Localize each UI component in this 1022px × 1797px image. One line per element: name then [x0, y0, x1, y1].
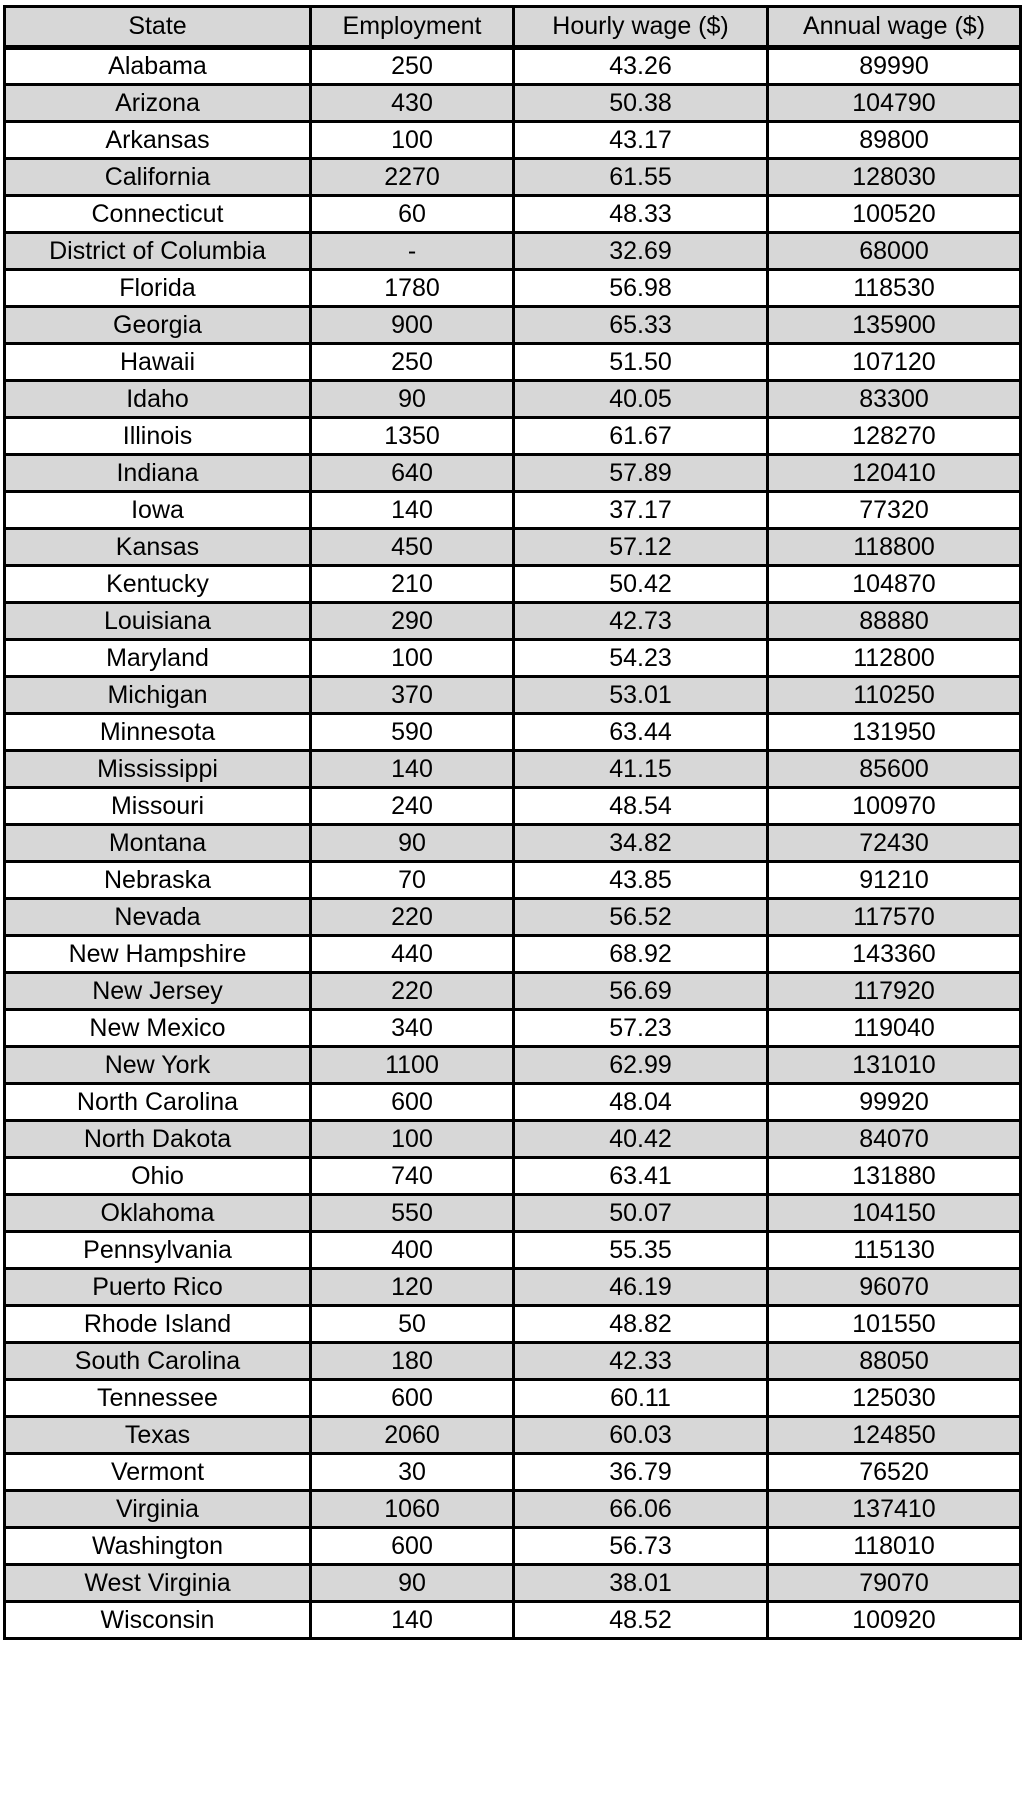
employment-cell: 250 — [311, 48, 514, 85]
employment-cell: 1060 — [311, 1491, 514, 1528]
employment-cell: 50 — [311, 1306, 514, 1343]
hourly-wage-cell: 41.15 — [514, 751, 768, 788]
column-header-hourly-wage: Hourly wage ($) — [514, 7, 768, 48]
state-cell: District of Columbia — [5, 233, 311, 270]
employment-cell: 240 — [311, 788, 514, 825]
column-header-annual-wage: Annual wage ($) — [768, 7, 1021, 48]
hourly-wage-cell: 36.79 — [514, 1454, 768, 1491]
employment-cell: 590 — [311, 714, 514, 751]
employment-cell: 1780 — [311, 270, 514, 307]
hourly-wage-cell: 48.52 — [514, 1602, 768, 1639]
state-cell: Nebraska — [5, 862, 311, 899]
annual-wage-cell: 119040 — [768, 1010, 1021, 1047]
table-row — [5, 1454, 1021, 1491]
table-row — [5, 677, 1021, 714]
annual-wage-cell: 135900 — [768, 307, 1021, 344]
table-row — [5, 825, 1021, 862]
state-cell: New Jersey — [5, 973, 311, 1010]
hourly-wage-cell: 56.69 — [514, 973, 768, 1010]
table-row — [5, 344, 1021, 381]
state-cell: Kentucky — [5, 566, 311, 603]
table-body — [5, 48, 1021, 1639]
annual-wage-cell: 101550 — [768, 1306, 1021, 1343]
employment-cell: 220 — [311, 899, 514, 936]
hourly-wage-cell: 57.12 — [514, 529, 768, 566]
hourly-wage-cell: 56.98 — [514, 270, 768, 307]
hourly-wage-cell: 42.73 — [514, 603, 768, 640]
table-row — [5, 1306, 1021, 1343]
employment-cell: 120 — [311, 1269, 514, 1306]
employment-cell: 70 — [311, 862, 514, 899]
state-cell: Minnesota — [5, 714, 311, 751]
annual-wage-cell: 100920 — [768, 1602, 1021, 1639]
employment-cell: 90 — [311, 1565, 514, 1602]
employment-cell: 2060 — [311, 1417, 514, 1454]
employment-cell: 140 — [311, 492, 514, 529]
employment-cell: 740 — [311, 1158, 514, 1195]
table-row — [5, 159, 1021, 196]
annual-wage-cell: 85600 — [768, 751, 1021, 788]
employment-cell: 640 — [311, 455, 514, 492]
table-row — [5, 1232, 1021, 1269]
table-row — [5, 1195, 1021, 1232]
state-cell: South Carolina — [5, 1343, 311, 1380]
employment-cell: 100 — [311, 122, 514, 159]
state-cell: Idaho — [5, 381, 311, 418]
table-row — [5, 1121, 1021, 1158]
table-row — [5, 1565, 1021, 1602]
hourly-wage-cell: 68.92 — [514, 936, 768, 973]
hourly-wage-cell: 66.06 — [514, 1491, 768, 1528]
annual-wage-cell: 89990 — [768, 48, 1021, 85]
annual-wage-cell: 104790 — [768, 85, 1021, 122]
hourly-wage-cell: 32.69 — [514, 233, 768, 270]
state-cell: Oklahoma — [5, 1195, 311, 1232]
annual-wage-cell: 99920 — [768, 1084, 1021, 1121]
table-row — [5, 381, 1021, 418]
hourly-wage-cell: 40.42 — [514, 1121, 768, 1158]
annual-wage-cell: 76520 — [768, 1454, 1021, 1491]
annual-wage-cell: 120410 — [768, 455, 1021, 492]
hourly-wage-cell: 63.44 — [514, 714, 768, 751]
state-cell: Missouri — [5, 788, 311, 825]
state-cell: Alabama — [5, 48, 311, 85]
annual-wage-cell: 77320 — [768, 492, 1021, 529]
state-cell: Rhode Island — [5, 1306, 311, 1343]
hourly-wage-cell: 43.26 — [514, 48, 768, 85]
annual-wage-cell: 79070 — [768, 1565, 1021, 1602]
hourly-wage-cell: 60.11 — [514, 1380, 768, 1417]
annual-wage-cell: 131950 — [768, 714, 1021, 751]
table-row — [5, 1417, 1021, 1454]
employment-cell: 30 — [311, 1454, 514, 1491]
table-row — [5, 48, 1021, 85]
annual-wage-cell: 131880 — [768, 1158, 1021, 1195]
employment-cell: 1350 — [311, 418, 514, 455]
table-row — [5, 862, 1021, 899]
employment-cell: 180 — [311, 1343, 514, 1380]
table-row — [5, 233, 1021, 270]
state-cell: Virginia — [5, 1491, 311, 1528]
state-cell: West Virginia — [5, 1565, 311, 1602]
state-cell: Vermont — [5, 1454, 311, 1491]
state-cell: California — [5, 159, 311, 196]
table-row — [5, 1010, 1021, 1047]
employment-cell: 140 — [311, 751, 514, 788]
table-row — [5, 455, 1021, 492]
table-row — [5, 270, 1021, 307]
table-row — [5, 85, 1021, 122]
hourly-wage-cell: 61.55 — [514, 159, 768, 196]
employment-cell: 600 — [311, 1380, 514, 1417]
state-cell: New Mexico — [5, 1010, 311, 1047]
state-cell: Hawaii — [5, 344, 311, 381]
state-cell: New Hampshire — [5, 936, 311, 973]
annual-wage-cell: 137410 — [768, 1491, 1021, 1528]
table-row — [5, 196, 1021, 233]
annual-wage-cell: 118010 — [768, 1528, 1021, 1565]
table-row — [5, 1343, 1021, 1380]
state-cell: Louisiana — [5, 603, 311, 640]
column-header-employment: Employment — [311, 7, 514, 48]
employment-cell: 450 — [311, 529, 514, 566]
table-header — [5, 7, 1021, 48]
state-cell: Ohio — [5, 1158, 311, 1195]
table-row — [5, 1602, 1021, 1639]
wage-table — [3, 5, 1022, 1640]
table-row — [5, 1047, 1021, 1084]
employment-cell: 90 — [311, 825, 514, 862]
annual-wage-cell: 88880 — [768, 603, 1021, 640]
hourly-wage-cell: 48.82 — [514, 1306, 768, 1343]
annual-wage-cell: 83300 — [768, 381, 1021, 418]
annual-wage-cell: 84070 — [768, 1121, 1021, 1158]
column-header-state: State — [5, 7, 311, 48]
table-row — [5, 973, 1021, 1010]
state-cell: Illinois — [5, 418, 311, 455]
hourly-wage-cell: 34.82 — [514, 825, 768, 862]
employment-cell: 290 — [311, 603, 514, 640]
annual-wage-cell: 117920 — [768, 973, 1021, 1010]
hourly-wage-cell: 51.50 — [514, 344, 768, 381]
annual-wage-cell: 68000 — [768, 233, 1021, 270]
hourly-wage-cell: 65.33 — [514, 307, 768, 344]
hourly-wage-cell: 57.89 — [514, 455, 768, 492]
state-cell: Indiana — [5, 455, 311, 492]
annual-wage-cell: 124850 — [768, 1417, 1021, 1454]
hourly-wage-cell: 43.85 — [514, 862, 768, 899]
hourly-wage-cell: 48.54 — [514, 788, 768, 825]
table-row — [5, 529, 1021, 566]
state-cell: Iowa — [5, 492, 311, 529]
hourly-wage-cell: 40.05 — [514, 381, 768, 418]
table-row — [5, 122, 1021, 159]
hourly-wage-cell: 61.67 — [514, 418, 768, 455]
annual-wage-cell: 104870 — [768, 566, 1021, 603]
annual-wage-cell: 91210 — [768, 862, 1021, 899]
hourly-wage-cell: 53.01 — [514, 677, 768, 714]
hourly-wage-cell: 54.23 — [514, 640, 768, 677]
employment-cell: 600 — [311, 1528, 514, 1565]
table-row — [5, 1491, 1021, 1528]
header-row — [5, 7, 1021, 48]
annual-wage-cell: 72430 — [768, 825, 1021, 862]
annual-wage-cell: 118530 — [768, 270, 1021, 307]
table-row — [5, 1269, 1021, 1306]
hourly-wage-cell: 42.33 — [514, 1343, 768, 1380]
annual-wage-cell: 128030 — [768, 159, 1021, 196]
employment-cell: 1100 — [311, 1047, 514, 1084]
table-row — [5, 1528, 1021, 1565]
employment-cell: 60 — [311, 196, 514, 233]
employment-cell: - — [311, 233, 514, 270]
employment-cell: 440 — [311, 936, 514, 973]
state-cell: North Carolina — [5, 1084, 311, 1121]
hourly-wage-cell: 55.35 — [514, 1232, 768, 1269]
hourly-wage-cell: 48.04 — [514, 1084, 768, 1121]
table-row — [5, 751, 1021, 788]
employment-cell: 370 — [311, 677, 514, 714]
hourly-wage-cell: 38.01 — [514, 1565, 768, 1602]
annual-wage-cell: 89800 — [768, 122, 1021, 159]
hourly-wage-cell: 46.19 — [514, 1269, 768, 1306]
employment-cell: 430 — [311, 85, 514, 122]
state-cell: Washington — [5, 1528, 311, 1565]
table-row — [5, 714, 1021, 751]
employment-cell: 340 — [311, 1010, 514, 1047]
annual-wage-cell: 88050 — [768, 1343, 1021, 1380]
employment-cell: 900 — [311, 307, 514, 344]
annual-wage-cell: 100970 — [768, 788, 1021, 825]
table-row — [5, 640, 1021, 677]
hourly-wage-cell: 56.73 — [514, 1528, 768, 1565]
state-cell: New York — [5, 1047, 311, 1084]
hourly-wage-cell: 50.07 — [514, 1195, 768, 1232]
annual-wage-cell: 115130 — [768, 1232, 1021, 1269]
annual-wage-cell: 125030 — [768, 1380, 1021, 1417]
state-cell: Nevada — [5, 899, 311, 936]
state-cell: Puerto Rico — [5, 1269, 311, 1306]
state-cell: Arkansas — [5, 122, 311, 159]
hourly-wage-cell: 62.99 — [514, 1047, 768, 1084]
table-row — [5, 936, 1021, 973]
table-row — [5, 788, 1021, 825]
table-row — [5, 418, 1021, 455]
employment-cell: 400 — [311, 1232, 514, 1269]
annual-wage-cell: 100520 — [768, 196, 1021, 233]
annual-wage-cell: 110250 — [768, 677, 1021, 714]
hourly-wage-cell: 37.17 — [514, 492, 768, 529]
table-row — [5, 899, 1021, 936]
state-cell: Florida — [5, 270, 311, 307]
employment-cell: 90 — [311, 381, 514, 418]
annual-wage-cell: 117570 — [768, 899, 1021, 936]
annual-wage-cell: 96070 — [768, 1269, 1021, 1306]
state-cell: Michigan — [5, 677, 311, 714]
employment-cell: 220 — [311, 973, 514, 1010]
employment-cell: 210 — [311, 566, 514, 603]
hourly-wage-cell: 60.03 — [514, 1417, 768, 1454]
employment-cell: 2270 — [311, 159, 514, 196]
state-cell: Wisconsin — [5, 1602, 311, 1639]
annual-wage-cell: 104150 — [768, 1195, 1021, 1232]
table-row — [5, 566, 1021, 603]
state-cell: Arizona — [5, 85, 311, 122]
employment-cell: 140 — [311, 1602, 514, 1639]
annual-wage-cell: 143360 — [768, 936, 1021, 973]
employment-cell: 100 — [311, 1121, 514, 1158]
hourly-wage-cell: 48.33 — [514, 196, 768, 233]
hourly-wage-cell: 63.41 — [514, 1158, 768, 1195]
hourly-wage-cell: 43.17 — [514, 122, 768, 159]
hourly-wage-cell: 50.42 — [514, 566, 768, 603]
state-cell: Georgia — [5, 307, 311, 344]
annual-wage-cell: 112800 — [768, 640, 1021, 677]
employment-cell: 550 — [311, 1195, 514, 1232]
annual-wage-cell: 128270 — [768, 418, 1021, 455]
table-row — [5, 1084, 1021, 1121]
state-cell: Mississippi — [5, 751, 311, 788]
table-row — [5, 603, 1021, 640]
employment-cell: 600 — [311, 1084, 514, 1121]
state-cell: Kansas — [5, 529, 311, 566]
state-cell: Connecticut — [5, 196, 311, 233]
state-cell: Texas — [5, 1417, 311, 1454]
table-row — [5, 492, 1021, 529]
state-cell: Maryland — [5, 640, 311, 677]
table-row — [5, 1380, 1021, 1417]
state-cell: Pennsylvania — [5, 1232, 311, 1269]
annual-wage-cell: 131010 — [768, 1047, 1021, 1084]
annual-wage-cell: 118800 — [768, 529, 1021, 566]
employment-cell: 100 — [311, 640, 514, 677]
hourly-wage-cell: 57.23 — [514, 1010, 768, 1047]
hourly-wage-cell: 50.38 — [514, 85, 768, 122]
employment-cell: 250 — [311, 344, 514, 381]
hourly-wage-cell: 56.52 — [514, 899, 768, 936]
state-cell: Tennessee — [5, 1380, 311, 1417]
state-cell: North Dakota — [5, 1121, 311, 1158]
annual-wage-cell: 107120 — [768, 344, 1021, 381]
table-row — [5, 1158, 1021, 1195]
table-row — [5, 307, 1021, 344]
state-cell: Montana — [5, 825, 311, 862]
